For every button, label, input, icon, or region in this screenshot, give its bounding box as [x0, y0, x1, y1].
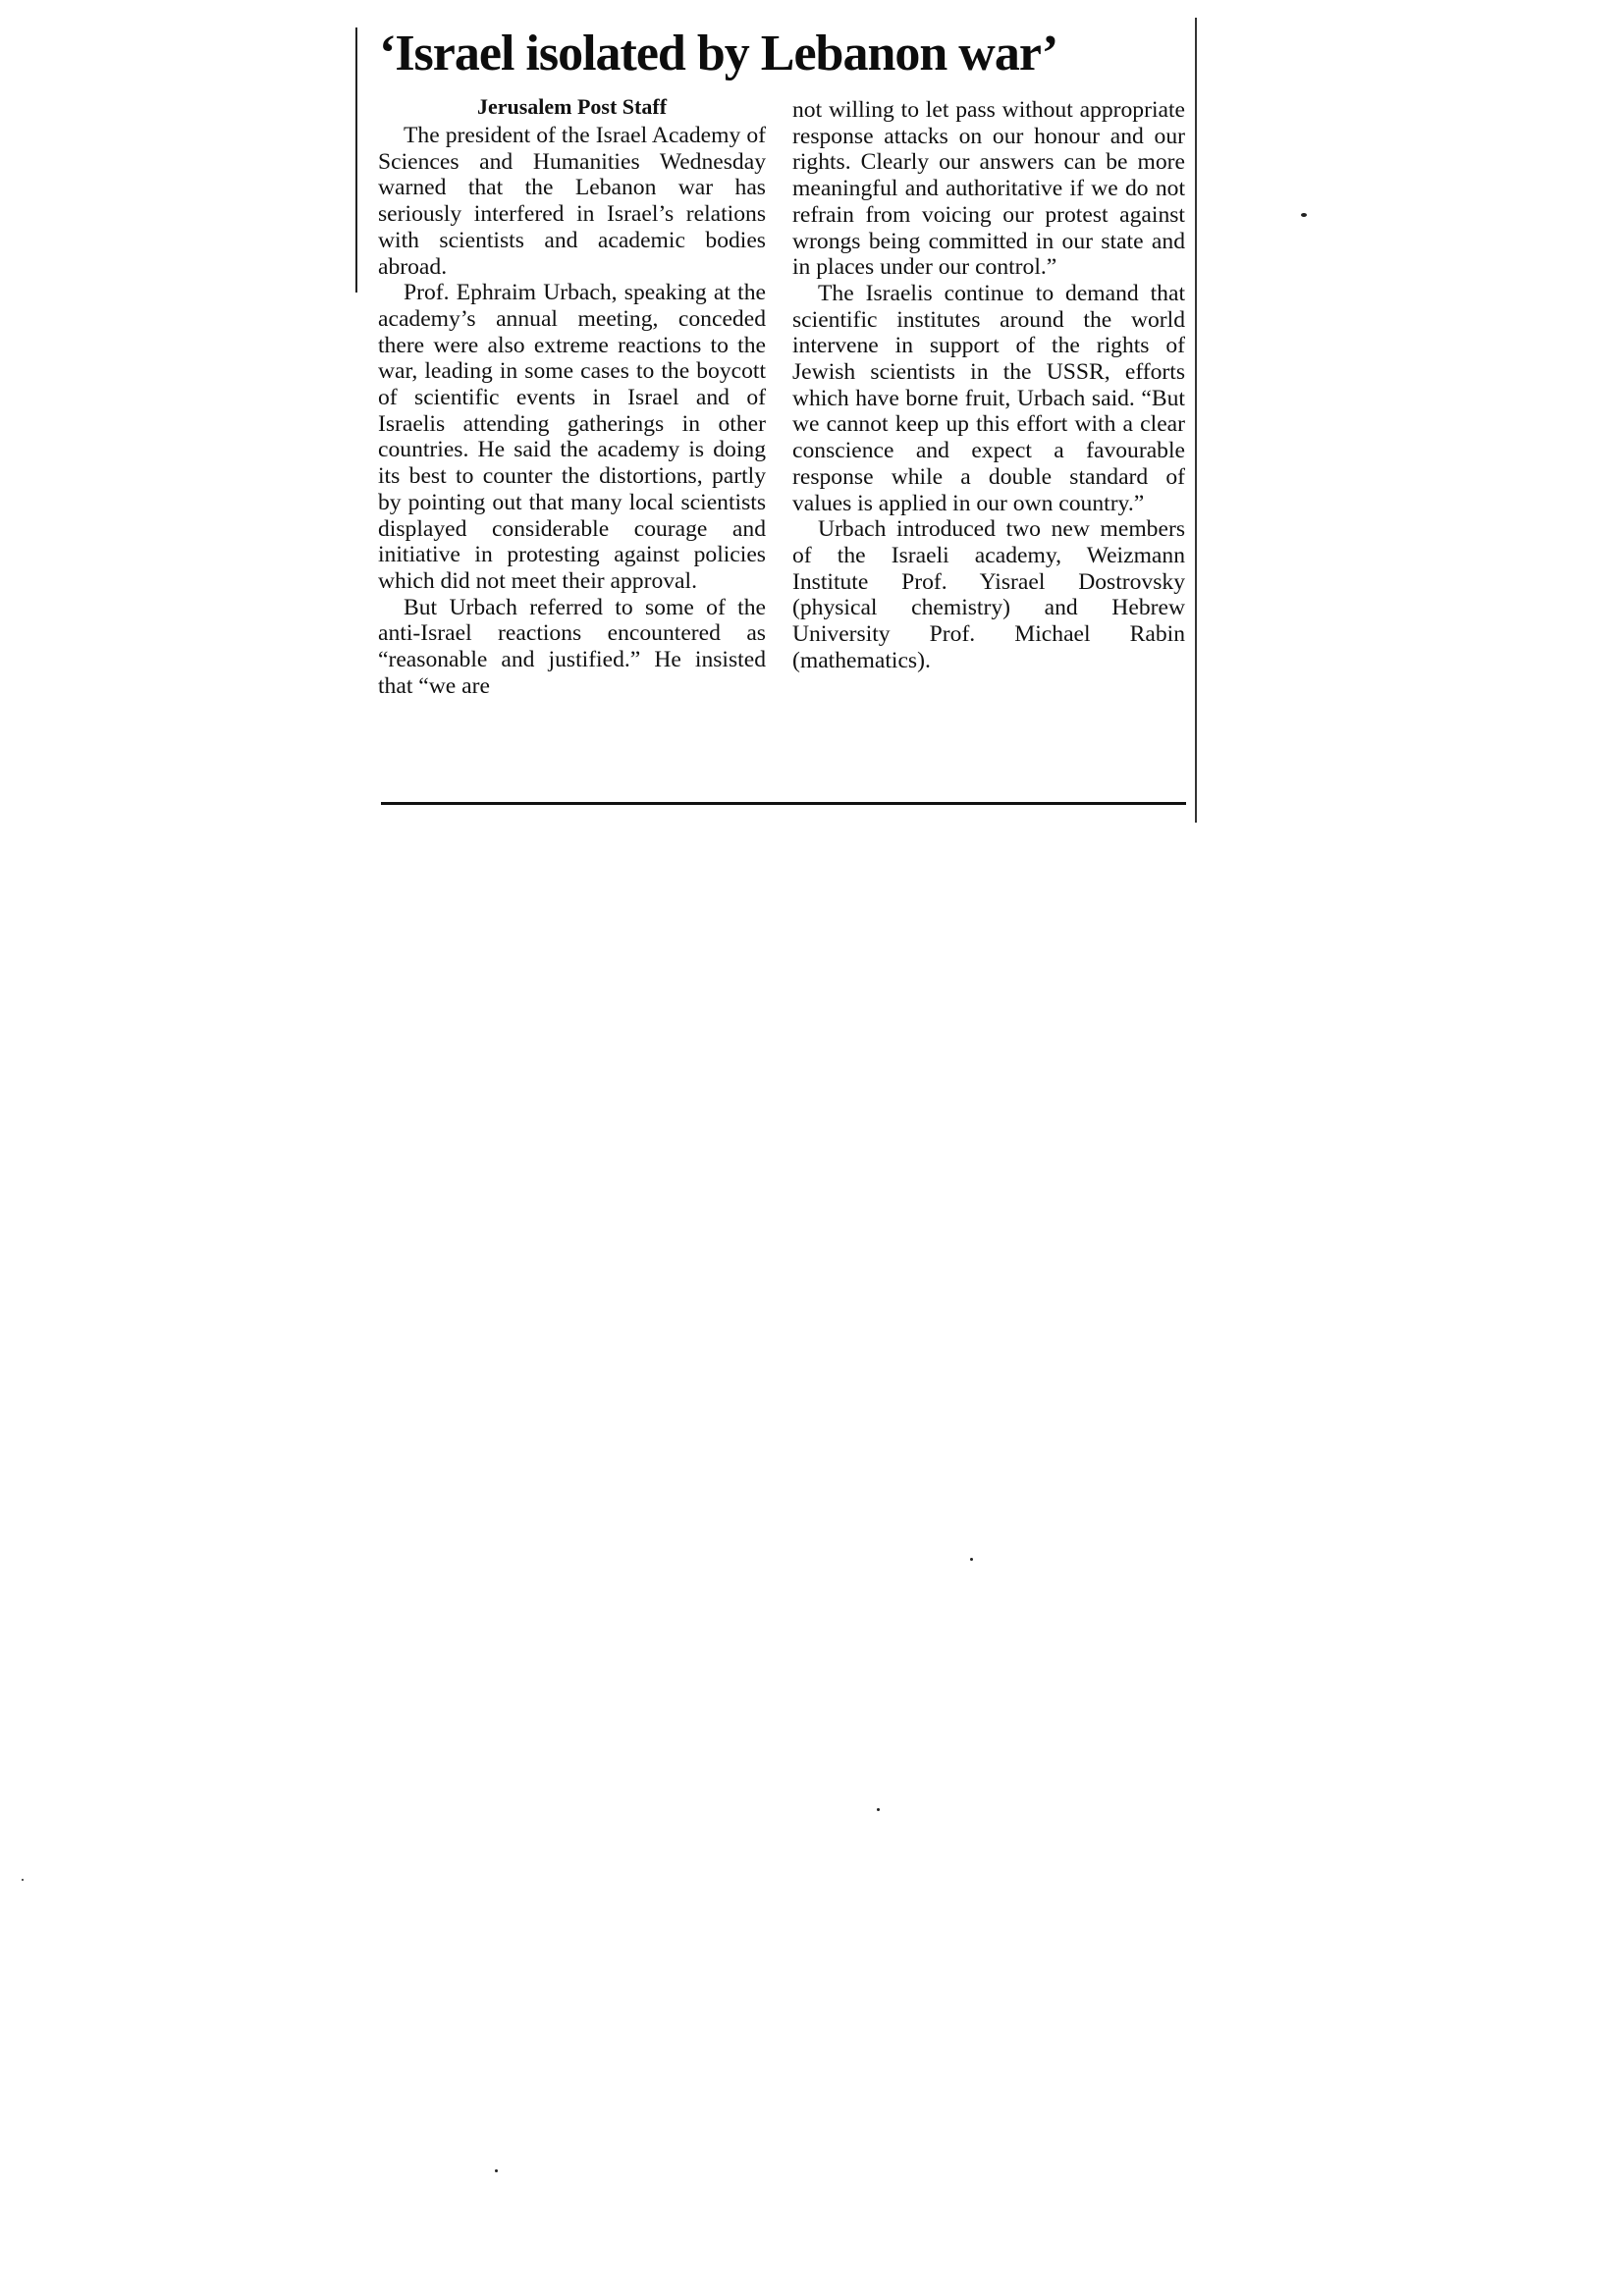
- article-byline: Jerusalem Post Staff: [476, 94, 668, 119]
- scan-speck: [877, 1808, 880, 1811]
- article-headline: ‘Israel isolated by Lebanon war’: [379, 26, 1058, 81]
- newspaper-clipping: [355, 18, 1200, 832]
- article-left-column: [378, 93, 766, 699]
- paragraph: not willing to let pass without appropriate response attacks on our honour and our rights. Clearly our answers can be more meaningful and authoritative if we do not refrain from voicing our protest against wrongs being committed in our state and in places under our control.”: [792, 97, 1185, 281]
- paragraph: The president of the Israel Academy of Sciences and Humanities Wednesday warned that the Lebanon war has seriously interfered in Israel’s relations with scientists and academic bodies abroad.: [378, 123, 766, 280]
- scan-speck: [22, 1879, 24, 1881]
- scan-speck: [495, 2169, 498, 2172]
- scan-speck: [970, 1558, 973, 1561]
- article-right-column: [792, 97, 1185, 673]
- paragraph: Urbach introduced two new members of the Israeli academy, Weizmann Institute Prof. Yisrael Dostrovsky (physical chemistry) and Hebrew University Prof. Michael Rabin (mathematics).: [792, 516, 1185, 673]
- cut-off-next-article: [395, 811, 1190, 836]
- paragraph: Prof. Ephraim Urbach, speaking at the academy’s annual meeting, conceded there were also extreme reactions to the war, leading in some cases to the boycott of scientific events in Israel and of Israelis attending gatherings in other countries. He said the academy is doing its best to counter the distortions, partly by pointing out that many local scientists displayed considerable courage and initiative in protesting against policies which did not meet their approval.: [378, 280, 766, 594]
- clipping-right-border: [1195, 18, 1197, 823]
- paragraph: But Urbach referred to some of the anti-Israel reactions encountered as “reasonable and justified.” He insisted that “we are: [378, 594, 766, 699]
- scan-speck: [1301, 213, 1307, 217]
- paragraph: The Israelis continue to demand that scientific institutes around the world intervene in support of the rights of Jewish scientists in the USSR, efforts which have borne fruit, Urbach said. “But we cannot keep up this effort with a clear conscience and expect a favourable response while a double standard of values is applied in our own country.”: [792, 280, 1185, 516]
- clipping-left-border: [355, 27, 357, 293]
- article-bottom-rule: [381, 802, 1186, 805]
